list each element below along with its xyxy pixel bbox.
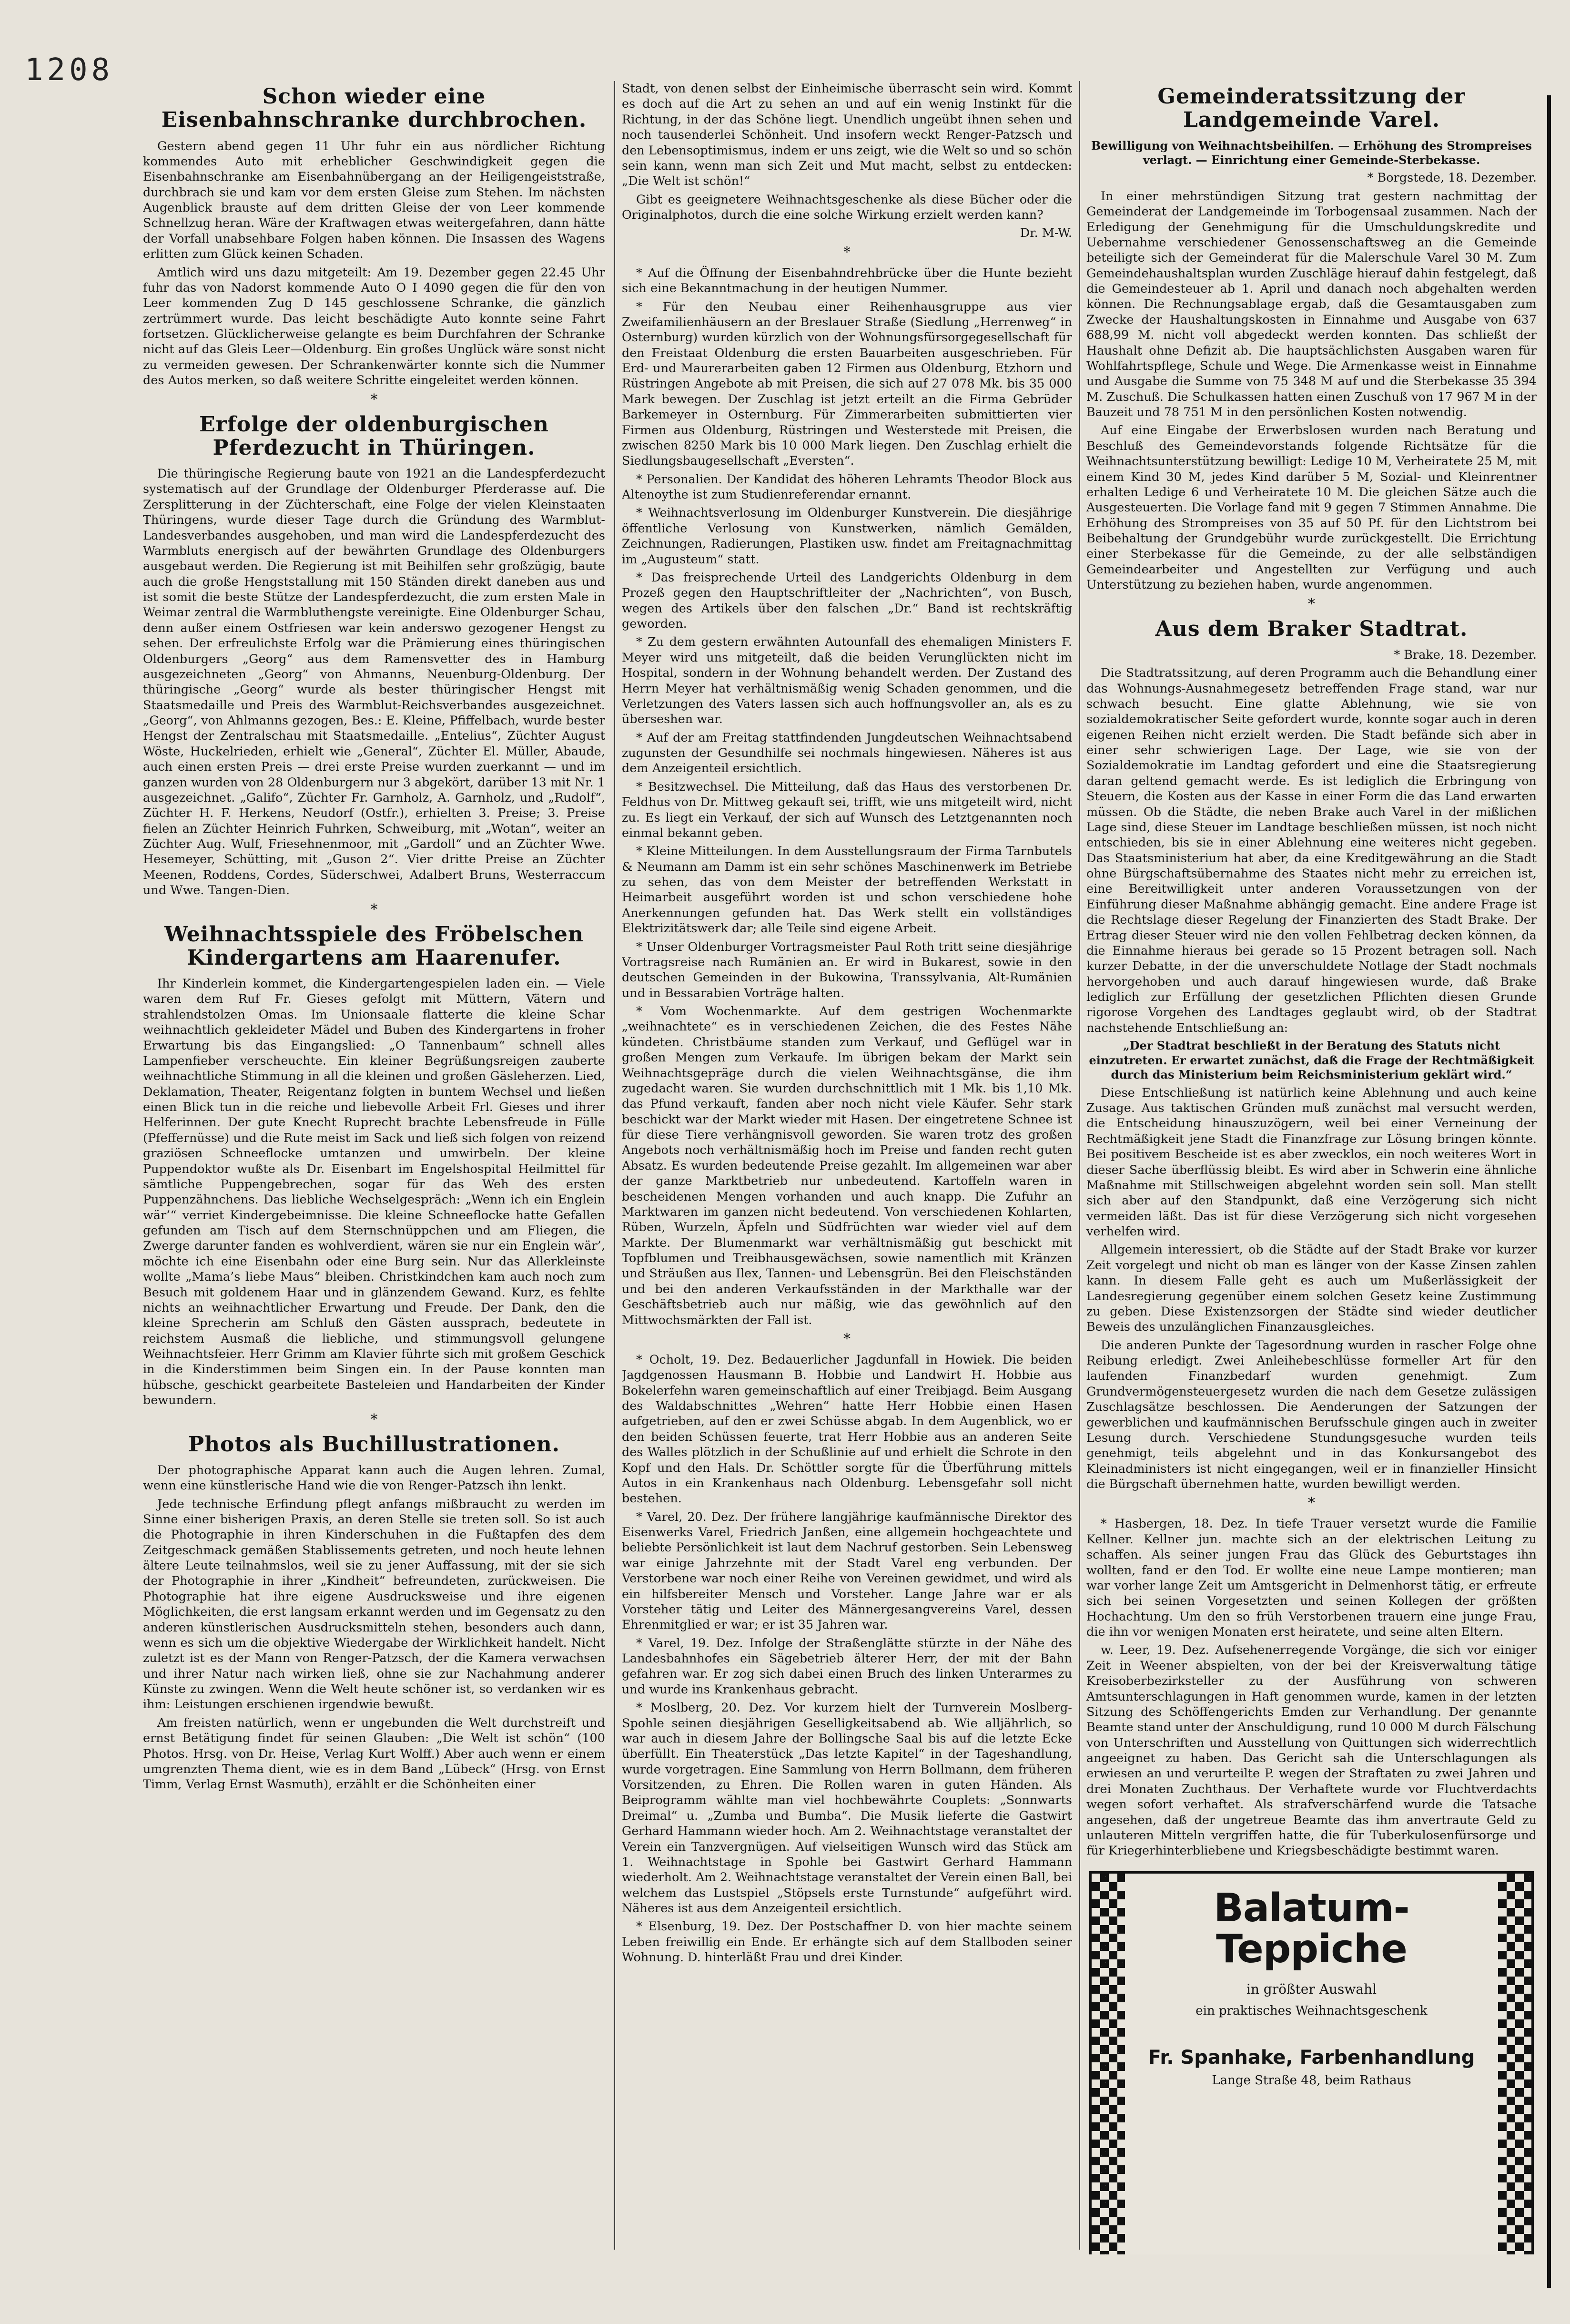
- article-paragraph: * Moslberg, 20. Dez. Vor kurzem hielt der Turnverein Moslberg-Spohle seinen diesjährigen Geselligkeitsabend ab. Wie alljährlich, so war auch in diesem Jahre der Bollingsche Saal bis auf die letzte Ecke überfüllt. Ein Theaterstück „Das letzte Kapitel“ in der Tageshandlung, wurde vorgetragen. Eine Sammlung von Herrn Bollmann, dem früheren Vorsitzenden, zu Ehren. Die Rollen waren in guten Händen. Als Beiprogramm wählte man viel hochbewährte Couplets: „Sonnwarts Dreimal“ u. „Zumba und Bumba“. Die Musik lieferte die Gastwirt Gerhard Hammann wieder hoch. Am 2. Weihnachtstage veranstaltet der Verein ein Tanzvergnügen. Auf vielseitigen Wunsch wird das Stück am 1. Weihnachtstage in Spohle bei Gastwirt Gerhard Hammann wiederholt. Am 2. Weihnachtstage veranstaltet der Verein einen Ball, bei welchem das Lustspiel „Stöpsels erste Turnstunde“ aufgeführt wird. Näheres ist aus dem Anzeigenteil ersichtlich.: [622, 1701, 1072, 1916]
- section-separator: *: [843, 1330, 851, 1347]
- advertisement: [1089, 1871, 1534, 2254]
- article-headline: Aus dem Braker Stadtrat.: [1155, 616, 1468, 641]
- ad-tagline-2: ein praktisches Weihnachtsgeschenk: [1195, 2003, 1428, 2018]
- article-paragraph: Die anderen Punkte der Tagesordnung wurden in rascher Folge ohne Reibung erledigt. Zwei Anleihebeschlüsse formeller Art für den laufenden Finanzbedarf wurden genehmigt. Zum Grundvermögensteuergesetz wurden die nach dem Gesetze zulässigen Zuschlagsätze beschlossen. Die Aenderungen der Satzungen der gewerblichen und kaufmännischen Berufsschule gingen auch in zweiter Lesung durch. Verschiedene Stundungsgesuche wurden teils genehmigt, teils abgelehnt und in das Konkursangebot des Kleinadministers ist nicht eingegangen, weil er in finanzieller Hinsicht die Bürgschaft übernehmen hatte, wurden bewilligt werden.: [1086, 1338, 1537, 1492]
- article-paragraph: * Ocholt, 19. Dez. Bedauerlicher Jagdunfall in Howiek. Die beiden Jagdgenossen Hausmann B. Hobbie und Landwirt H. Hobbie aus Bokelerfehn waren gemeinschaftlich auf einer Treibjagd. Beim Ausgang des Waldabschnittes „Wehren“ hatte Herr Hobbie einen Hasen aufgetrieben, auf den er zwei Schüsse abgab. In dem Augenblick, wo er den beiden Schüssen feuerte, trat Herr Hobbie aus an anderen Seite des Walles plötzlich in der Schußlinie auf und erhielt die Schrote in den Kopf und den Hals. Dr. Schöttler sorgte für die Überführung mittels Autos in ein Krankenhaus nach Oldenburg. Lebensgefahr soll nicht bestehen.: [622, 1352, 1072, 1506]
- article-paragraph: Die Stadtratssitzung, auf deren Programm auch die Behandlung einer das Wohnungs-Ausnahmegesetz betreffenden Frage stand, war nur schwach besucht. Eine glatte Ablehnung, wie sie von sozialdemokratischer Seite gefordert wurde, konnte sogar auch in deren eigenen Reihen nicht erzielt werden. Die Stadt befände sich aber in einer sehr schwierigen Lage. Der Lage, wie sie von der Sozialdemokratie im Landtag gefordert und eine die Staatsregierung daran geltend gemacht werde. Es ist lediglich die Erbringung von Steuern, die Kosten aus der Kasse in einer Form die das Land erwarten müssen. Ob die Städte, die neben Brake auch Varel in der mißlichen Lage sind, diese Steuer im Landtage beschließen müssen, ist noch nicht entschieden, bis sie in einer Ablehnung eine weiteres nicht gegeben. Das Staatsministerium hat aber, da eine Kreditgewährung an die Stadt ohne Bürgschaftsübernahme des Staates nicht mehr zu erreichen ist, eine Bereitwilligkeit unter anderen Voraussetzungen von der Einführung dieser Maßnahme abhängig gemacht. Eine andere Frage ist die Rechtslage dieser Regelung der Finanzierten des Stadt Brake. Der Ertrag dieser Steuer wird nie den vollen Fehlbetrag decken können, da die Einnahme hieraus bei gerade so 15 Prozent betragen soll. Nach kurzer Debatte, in der die unverschuldete Notlage der Stadt nochmals hervorgehoben und auch darauf hingewiesen wurde, daß Brake lediglich zur Erfüllung der gesetzlichen Pflichten diesen Grunde rigorose Vorgehen des Landtages geglaubt wird, ob der Stadtrat nachstehende Entschließung an:: [1086, 666, 1537, 1035]
- article-paragraph: * Hasbergen, 18. Dez. In tiefe Trauer versetzt wurde die Familie Kellner. Kellner jun. machte sich an der elektrischen Leitung zu schaffen. Als seiner jungen Frau das Glück des Geburtstages ihn wollten, fand er den Tod. Er wollte eine neue Lampe montieren; man war vorher lange Zeit um Amtsgericht in Delmenhorst tätig, er erfreute sich bei seinen Vorgesetzten und seinen Kollegen der größten Hochachtung. Um den so früh Verstorbenen trauern eine junge Frau, die ihn vor wenigen Monaten erst heiratete, und seine alten Eltern.: [1086, 1517, 1537, 1640]
- section-separator: *: [370, 391, 378, 408]
- article-paragraph: Am freisten natürlich, wenn er ungebunden die Welt durchstreift und ernst Betätigung findet für seinen Glauben: „Die Welt ist schön“ (100 Photos. Hrsg. von Dr. Heise, Verlag Kurt Wolff.) Aber auch wenn er einem umgrenzten Thema dient, wie es in dem Band „Lübeck“ (Hrsg. von Ernst Timm, Verlag Ernst Wasmuth), erzählt er die Schönheiten einer: [143, 1715, 605, 1792]
- article-paragraph: * Zu dem gestern erwähnten Autounfall des ehemaligen Ministers F. Meyer wird uns mitgeteilt, daß die beiden Verunglückten nicht im Hospital, sondern in der Wohnung behandelt werden. Der Zustand des Herrn Meyer hat verhältnismäßig wenig Schaden genommen, und die Verletzungen des Vaters lassen sich auch hoffnungsvoller an, als es zu überseshen war.: [622, 635, 1072, 727]
- article-paragraph: * Auf die Öffnung der Eisenbahndrehbrücke über die Hunte bezieht sich eine Bekanntmachung in der heutigen Nummer.: [622, 265, 1072, 296]
- article-paragraph: Ihr Kinderlein kommet, die Kindergartengespielen laden ein. — Viele waren dem Ruf Fr. Gieses gefolgt mit Müttern, Vätern und strahlendstolzen Omas. Im Unionsaale flatterte die kleine Schar weihnachtlich gekleideter Mädel und Buben des Kindergartens in froher Erwartung bis das Eingangslied: „O Tannenbaum“ schnell alles Lampenfieber verscheuchte. Ein kleiner Begrüßungsreigen zauberte weihnachtliche Stimmung in all die kleinen und großen Gäsleherzen. Lied, Deklamation, Theater, Reigentanz folgten in buntem Wechsel und ließen einen Blick tun in die reiche und liebevolle Arbeit Frl. Gieses und ihrer Helferinnen. Der gute Knecht Ruprecht brachte Lebensfreude in Fülle (Pfeffernüsse) und die Rute meist im Sack und ließ sich folgen von reizend graziösen Schneeflocke umtanzen und umwirbeln. Der kleine Puppendoktor wußte als Dr. Eisenbart im Engelshospital Heilmittel für sämtliche Puppengebrechen, sogar für das Weh des ersten Puppenzähnchens. Das liebliche Wechselgespräch: „Wenn ich ein Englein wär’“ verriet Kindergebeimnisse. Die kleine Schneeflocke hatte Gefallen gefunden am Tisch auf dem Sternschnüppchen und am Fliegen, die Zwerge darunter fanden es wohlverdient, wären sie nur ein Englein wär’, möchte ich eine Eisenbahn oder eine Burg sein. Nur das Allerkleinste wollte „Mama’s liebe Maus“ bleiben. Christkindchen kam auch noch zum Besuch mit goldenem Haar und in glänzendem Gewand. Kurz, es fehlte nichts an weihnachtlicher Erwartung und Freude. Der Dank, den die kleine Sprecherin am Schluß den Gästen aussprach, bedeutete in reichstem Ausmaß die liebliche, und stimmungsvoll gelungene Weihnachtsfeier. Herr Grimm am Klavier führte sich mit großem Geschick in die Kinderstimmen beim Singen ein. In der Pause konnten man hübsche, geschickt gearbeitete Basteleien und Handarbeiten der Kinder bewundern.: [143, 977, 605, 1408]
- article-headline: Schon wieder eine Eisenbahnschranke durchbrochen.: [161, 84, 587, 133]
- article-paragraph: * Das freisprechende Urteil des Landgerichts Oldenburg in dem Prozeß gegen den Hauptschriftleiter der „Nachrichten“, von Busch, wegen des Artikels über den falschen „Dr.“ Band ist rechtskräftig geworden.: [622, 570, 1072, 631]
- article-paragraph: Der photographische Apparat kann auch die Augen lehren. Zumal, wenn eine künstlerische Hand wie die von Renger-Patzsch ihn lenkt.: [143, 1463, 605, 1493]
- dateline: * Borgstede, 18. Dezember.: [1367, 171, 1537, 185]
- column-2: [622, 81, 1072, 2254]
- column-rule: [614, 81, 615, 2250]
- article-paragraph: * Varel, 19. Dez. Infolge der Straßenglätte stürzte in der Nähe des Landesbahnhofes ein Sägebetrieb älterer Herr, der mit der Bahn gefahren war. Er zog sich dabei einen Bruch des linken Unterarmes zu und wurde ins Krankenhaus gebracht.: [622, 1636, 1072, 1697]
- article-paragraph: * Varel, 20. Dez. Der frühere langjährige kaufmännische Direktor des Eisenwerks Varel, Friedrich Janßen, eine allgemein hochgeachtete und beliebte Persönlichkeit ist laut dem Nachruf gestorben. Sein Lebensweg war einige Jahrzehnte mit der Stadt Varel eng verbunden. Der Verstorbene war noch einer Reihe von Vereinen gewidmet, und wird als ein hilfsbereiter Mensch und Vorsteher. Lange Jahre war er als Vorsteher tätig und Leiter des Männergesangvereins Varel, dessen Ehrenmitglied er war; er ist 35 Jahren war.: [622, 1509, 1072, 1632]
- article-paragraph: w. Leer, 19. Dez. Aufsehenerregende Vorgänge, die sich vor einiger Zeit in Weener abspielten, von der bei der Kreisverwaltung tätige Kreisoberbezirksteller zu der Ausführung von schweren Amtsunterschlagungen in Haft genommen wurde, kamen in der letzten Sitzung des Schöffengerichts Emden zur Verhandlung. Der genannte Beamte stand unter der Anschuldigung, rund 10 000 M durch Fälschung von Unterschriften und Ausstellung von Quittungen sich widerrechtlich angeeignet zu haben. Das Gericht sah die Unterschlagungen als erwiesen an und verurteilte P. wegen der Straftaten zu zwei Jahren und drei Monaten Zuchthaus. Der Verhaftete wurde vor Fluchtverdachts wegen sofort verhaftet. Als strafverschärfend wurde die Tatsache angesehen, daß der ungetreue Beamte das ihm anvertraute Geld zu unlauteren Mitteln vergriffen hatte, die für Tuberkulosenfürsorge und für Kriegerhinterbliebene und Kriegsbeschädigte bestimmt waren.: [1086, 1643, 1537, 1858]
- column-rule: [1079, 81, 1080, 2250]
- column-3: [1086, 81, 1537, 2254]
- dateline: * Brake, 18. Dezember.: [1394, 647, 1537, 662]
- checker-border: [1498, 1874, 1531, 2254]
- scan-edge-shadow: [1547, 95, 1551, 2288]
- dateline: Dr. M-W.: [1020, 226, 1072, 241]
- page-number: 1208: [25, 52, 114, 88]
- article-headline: Weihnachtsspiele des Fröbelschen Kindergartens am Haarenufer.: [164, 922, 584, 970]
- article-paragraph: * Vom Wochenmarkte. Auf dem gestrigen Wochenmarkte „weihnachtete“ es in verschiedenen Zeichen, die des Festes Nähe kündeten. Christbäume standen zum Verkauf, und Geflügel war in großen Mengen zum Verkaufe. Im übrigen bekam der Markt sein Weihnachtsgepräge durch die vielen Weihnachtsgänse, die ihm zugedacht waren. Sie wurden durchschnittlich mit 1 Mk. bis 1,10 Mk. das Pfund verkauft, fanden aber noch nicht viele Käufer. Sehr stark beschickt war der Markt wieder mit Hasen. Der eingetretene Schnee ist für diese Tiere verhängnisvoll geworden. Sie waren trotz des großen Angebots noch verhältnismäßig hoch im Preise und fanden recht guten Absatz. Es wurden bedeutende Preise gezahlt. Im allgemeinen war aber der ganze Marktbetrieb nur unbedeutend. Kartoffeln waren in bescheidenen Mengen vorhanden und auch knapp. Die Zufuhr an Marktwaren im ganzen nicht bedeutend. Von verschiedenen Kohlarten, Rüben, Wurzeln, Äpfeln und Südfrüchten war wieder viel auf dem Markte. Der Blumenmarkt war verhältnismäßig gut beschickt mit Topfblumen und Treibhausgewächsen, sowie namentlich mit Kränzen und Sträußen aus Ilex, Tannen- und Lebensgrün. Bei den Fleischständen und bei den anderen Verkaufsständen in der Markthalle war der Geschäftsbetrieb auch nur mäßig, wie das gewöhnlich auf den Mittwochsmärkten der Fall ist.: [622, 1004, 1072, 1327]
- article-paragraph: * Für den Neubau einer Reihenhausgruppe aus vier Zweifamilienhäusern an der Breslauer Straße (Siedlung „Herrenweg“ in Osternburg) wurden kürzlich von der Wohnungsfürsorgegesellschaft für den Freistaat Oldenburg die ersten Bauarbeiten ausgeschrieben. Für Erd- und Maurerarbeiten gaben 12 Firmen aus Oldenburg, Etzhorn und Rüstringen Angebote ab mit Preisen, die sich auf 27 078 Mk. bis 35 000 Mark bewegen. Der Zuschlag ist jetzt erteilt an die Firma Gebrüder Barkemeyer in Osternburg. Für Zimmerarbeiten submittierten vier Firmen aus Oldenburg, Rüstringen und Westerstede mit Preisen, die zwischen 8250 Mark bis 10 000 Mark liegen. Den Zuschlag erhielt die Siedlungsbaugesellschaft „Eversten“.: [622, 299, 1072, 469]
- article-paragraph: * Unser Oldenburger Vortragsmeister Paul Roth tritt seine diesjährige Vortragsreise nach Rumänien an. Er wird in Bukarest, sowie in den deutschen Gemeinden in der Bukowina, Transsylvania, Alt-Rumänien und in Bessarabien Vorträge halten.: [622, 939, 1072, 1000]
- article-paragraph: * Personalien. Der Kandidat des höheren Lehramts Theodor Block aus Altenoythe ist zum Studienreferendar ernannt.: [622, 472, 1072, 502]
- article-paragraph: Amtlich wird uns dazu mitgeteilt: Am 19. Dezember gegen 22.45 Uhr fuhr das von Nadorst kommende Auto O I 4090 gegen die für den von Leer kommenden Zug D 145 geschlossene Schranke, die gänzlich zertrümmert wurde. Das leicht beschädigte Auto konnte seine Fahrt fortsetzen. Glücklicherweise gelangte es beim Durchfahren der Schranke nicht auf das Gleis Leer—Oldenburg. Ein großes Unglück wäre sonst nicht zu vermeiden gewesen. Der Schrankenwärter konnte sich die Nummer des Autos merken, so daß weitere Schritte eingeleitet werden können.: [143, 265, 605, 388]
- article-headline: Erfolge der oldenburgischen Pferdezucht in Thüringen.: [199, 412, 549, 460]
- ad-address: Lange Straße 48, beim Rathaus: [1212, 2073, 1411, 2088]
- article-paragraph: Gestern abend gegen 11 Uhr fuhr ein aus nördlicher Richtung kommendes Auto mit erheblicher Geschwindigkeit gegen die Eisenbahnschranke am Eisenbahnübergang an der Heiligengeiststraße, durchbrach sie und kam vor dem ersten Gleise zum Stehen. Im nächsten Augenblick brauste auf dem dritten Gleise der von Leer kommende Schnellzug heran. Wäre der Kraftwagen etwas weitergefahren, dann hätte der Vorfall unabsehbare Folgen haben können. Die Insassen des Wagens erlitten zum Glück keinen Schaden.: [143, 139, 605, 262]
- article-subheading: Bewilligung von Weihnachtsbeihilfen. — Erhöhung des Strompreises verlagt. — Einrichtung einer Gemeinde-Sterbekasse.: [1091, 138, 1532, 167]
- article-paragraph: In einer mehrstündigen Sitzung trat gestern nachmittag der Gemeinderat der Landgemeinde im Torbogensaal zusammen. Nach der Erledigung der Genehmigung für die Umschuldungskredite und Uebernahme verschiedener Genossenschaftsweg an die Gemeinde beteiligte sich der Gemeinderat für die Malerschule Varel 30 M. Zum Gemeindehaushaltsplan wurden Zuschläge hierauf dahin festgelegt, daß die Gemeindesteuer ab 1. April und danach noch abgehalten werden können. Die Rechnungsablage ergab, daß die Gesamtausgaben zum Zwecke der Haushaltungskosten in Einnahme und Ausgabe von 637 688,99 M. nicht voll abgedeckt werden konnten. Das schließt der Haushalt ohne Defizit ab. Die hauptsächlichsten Ausgaben waren für Wohlfahrtspflege, Schule und Wege. Die Armenkasse weist in Einnahme und Ausgabe die Summe von 75 348 M auf und die Sterbekasse 35 394 M. Zuschuß. Die Schulkassen hatten einen Zuschuß von 17 967 M in der Bauzeit und 78 751 M in den persönlichen Kosten notwendig.: [1086, 189, 1537, 420]
- article-paragraph: Jede technische Erfindung pflegt anfangs mißbraucht zu werden im Sinne einer bisherigen Praxis, an deren Stelle sie treten soll. So ist auch die Photographie in ihren Kinderschuhen in die Fußtapfen des dem Zeitgeschmack gemäßen Stablissements getreten, und noch heute lehnen ältere Leute teilnahmslos, weil sie zu jener Auffassung, mit der sie sich der Photographie in ihrer „Kindheit“ befreundeten, zurückweisen. Die Photographie hat ihre eigene Ausdrucksweise und ihre eigenen Möglichkeiten, die erst langsam erkannt werden und im Gegensatz zu den anderen künstlerischen Ausdrucksmitteln stehen, besonders auch dann, wenn es sich um die objektive Wiedergabe der Wirklichkeit handelt. Nicht zuletzt ist es der Mann von Renger-Patzsch, der die Kamera verwachsen und ihrer Natur nach wirken ließ, ohne sie zur Nachahmung anderer Künste zu zwingen. Wenn die Welt heute schöner ist, so verdanken wir es ihm: Leistungen erschienen irgendwie bewußt.: [143, 1497, 605, 1712]
- article-paragraph: Allgemein interessiert, ob die Städte auf der Stadt Brake vor kurzer Zeit vorgelegt und nicht ob man es länger von der Kasse Zinsen zahlen kann. In diesem Falle geht es auch um Mußerlässigkeit der Landesregierung gegenüber einem solchen Gesetz keine Zustimmung zu geben. Diese Existenzsorgen der Städte sind wieder deutlicher Beweis des unzulänglichen Finanzausgleiches.: [1086, 1243, 1537, 1335]
- ad-tagline: in größter Auswahl: [1246, 1981, 1377, 1997]
- article-paragraph: Die thüringische Regierung baute von 1921 an die Landespferdezucht systematisch auf der Grundlage der Oldenburger Pferderasse auf. Die Zersplitterung in der Züchterschaft, eine Folge der vielen Kleinstaaten Thüringens, wurde dieser Tage durch die Gründung des Warmblut-Landesverbandes ausgehoben, und man wird die Landespferdezucht des Warmbluts energisch auf der bewährten Grundlage des Oldenburgers ausgebaut werden. Die Regierung ist mit Beihilfen sehr großzügig, baute auch die große Hengststallung mit 150 Ständen direkt daneben aus und ist somit die beste Stütze der Landespferdezucht, die zum ersten Male in Weimar zentral die Warmbluthengste vereinigte. Eine Oldenburger Schau, denn außer einem Ostfriesen war kein anderswo gezogener Hengst zu sehen. Der erfreulichste Erfolg war die Prämierung eines thüringischen Oldenburgers „Georg“ aus dem Ramensvetter des in Hamburg ausgezeichneten „Georg“ von Ahmanns, Neuenburg-Oldenburg. Der thüringische „Georg“ wurde als bester thüringischer Hengst mit Staatsmedaille und Preis des Warmblut-Reichsverbandes ausgezeichnet. „Georg“, von Ahlmanns gezogen, Bes.: E. Kleine, Pfiffelbach, wurde bester Hengst der Zentralschau mit Staatsmedaille. „Entelius“, Züchter August Wöste, Huckelrieden, erhielt wie „General“, Züchter El. Müller, Abaude, auch einen ersten Preis — drei erste Preise wurden zuerkannt — und im ganzen wurden von 28 Oldenburgern nur 3 abgekört, darüber 13 mit Nr. 1 ausgezeichnet. „Galifo“, Züchter Fr. Garnholz, A. Garnholz, und „Rudolf“, Züchter H. F. Herkens, Neudorf (Ostfr.), erhielten 3. Preise; 3. Preise fielen an Züchter Heinrich Fuhrken, Schweiburg, mit „Wotan“, weiter an Züchter Aug. Wulf, Friesehnenmoor, mit „Gardoll“ und an Züchter Wwe. Hesemeyer, Schütting, mit „Guson 2“. Vier dritte Preise an Züchter Meenen, Roddens, Cordes, Süderschwei, Adalbert Bruns, Westerraccum und Wwe. Tangen-Dien.: [143, 467, 605, 898]
- article-paragraph: * Besitzwechsel. Die Mitteilung, daß das Haus des verstorbenen Dr. Feldhus von Dr. Mittweg gekauft sei, trifft, wie uns mitgeteilt wird, nicht zu. Es liegt ein Verkauf, der sich auf Wunsch des Letztgenannten noch einmal bekannt geben.: [622, 779, 1072, 840]
- ad-title: Balatum-Teppiche: [1214, 1885, 1409, 1972]
- article-headline: Gemeinderatssitzung der Landgemeinde Varel.: [1157, 84, 1466, 133]
- checker-border: [1092, 1874, 1125, 2254]
- article-paragraph: * Elsenburg, 19. Dez. Der Postschaffner D. von hier machte seinem Leben freiwillig ein Ende. Er erhängte sich auf dem Stallboden seiner Wohnung. D. hinterläßt Frau und drei Kinder.: [622, 1919, 1072, 1965]
- section-separator: *: [1308, 595, 1315, 612]
- article-paragraph: * Kleine Mitteilungen. In dem Ausstellungsraum der Firma Tarnbutels & Neumann am Damm ist ein sehr schönes Maschinenwerk im Betriebe zu sehen, das von dem Meister der betreffenden Werkstatt in Heimarbeit ausgeführt worden ist und schon verschiedene hohe Anerkennungen gefunden hat. Das Werk stellt ein vollständiges Elektrizitätswerk dar; alle Teile sind eigene Arbeit.: [622, 844, 1072, 936]
- article-paragraph: Diese Entschließung ist natürlich keine Ablehnung und auch keine Zusage. Aus taktischen Gründen muß zunächst mal versucht werden, die Entscheidung hinauszuzögern, weil bei einer Verneinung der Rechtmäßigkeit jene Stadt die Finanzfrage zur Lösung bringen könnte. Bei positivem Bescheide ist es aber zwecklos, ein noch weiteres Wort in dieser Sache überflüssig bleibt. Es wird aber in Schwerin eine ähnliche Maßnahme mit Stillschweigen abgelehnt worden sein soll. Man stellt sich aber auf den Standpunkt, daß eine Verzögerung sich nicht vermeiden läßt. Das ist für diese Verzögerung sich nicht vorgesehen verhelfen wird.: [1086, 1085, 1537, 1239]
- article-headline: Photos als Buchillustrationen.: [188, 1432, 560, 1457]
- section-separator: *: [1308, 1495, 1315, 1512]
- article-paragraph: Stadt, von denen selbst der Einheimische überrascht sein wird. Kommt es doch auf die Art zu sehen an und auf ein wenig Instinkt für die Richtung, in der das Schöne liegt. Unendlich ungeübt ihnen sehen und noch tausenderlei Schönheit. Und insofern weckt Renger-Patzsch und den Lebensoptimismus, indem er uns zeigt, wie die Welt so und so schön sein kann, wenn man sich Zeit und Mut macht, selbst zu entdecken: „Die Welt ist schön!“: [622, 82, 1072, 189]
- section-separator: *: [370, 901, 378, 918]
- article-paragraph: * Auf der am Freitag stattfindenden Jungdeutschen Weihnachtsabend zugunsten der Gesundhilfe sei nochmals hingewiesen. Näheres ist aus dem Anzeigenteil ersichtlich.: [622, 730, 1072, 776]
- article-paragraph: Auf eine Eingabe der Erwerbslosen wurden nach Beratung und Beschluß des Gemeindevorstands folgende Richtsätze für die Weihnachtsunterstützung bewilligt: Ledige 10 M, Verheiratete 25 M, mit einem Kind 30 M, jedes Kind darüber 5 M, Sozial- und Kleinrentner erhalten Ledige 6 und Verheiratete 10 M. Die gleichen Sätze auch die Ausgesteuerten. Die Vorlage fand mit 9 gegen 7 Stimmen Annahme. Die Erhöhung des Strompreises von 35 auf 50 Pf. für den Lichtstrom bei Beibehaltung der Grundgebühr wurde zurückgestellt. Die Errichtung einer Sterbekasse für die Gemeinde, zu der alle selbständigen Gemeindearbeiter und Angestellten zur Verfügung und auch Unterstützung zu beziehen haben, wurde angenommen.: [1086, 423, 1537, 592]
- ad-content: [1133, 1885, 1490, 2088]
- ad-firm-name: Fr. Spanhake, Farbenhandlung: [1148, 2046, 1475, 2069]
- section-separator: *: [843, 244, 851, 261]
- article-subheading: „Der Stadtrat beschließt in der Beratung des Statuts nicht einzutreten. Er erwartet zunächst, daß die Frage der Rechtmäßigkeit durch das Ministerium beim Reichsministerium geklärt wird.“: [1089, 1039, 1534, 1082]
- column-1: [143, 81, 605, 2254]
- article-paragraph: * Weihnachtsverlosung im Oldenburger Kunstverein. Die diesjährige öffentliche Verlosung von Kunstwerken, nämlich Gemälden, Zeichnungen, Radierungen, Plastiken usw. findet am Freitagnachmittag im „Augusteum“ statt.: [622, 506, 1072, 567]
- article-paragraph: Gibt es geeignetere Weihnachtsgeschenke als diese Bücher oder die Originalphotos, durch die eine solche Wirkung erzielt werden kann?: [622, 192, 1072, 222]
- section-separator: *: [370, 1411, 378, 1428]
